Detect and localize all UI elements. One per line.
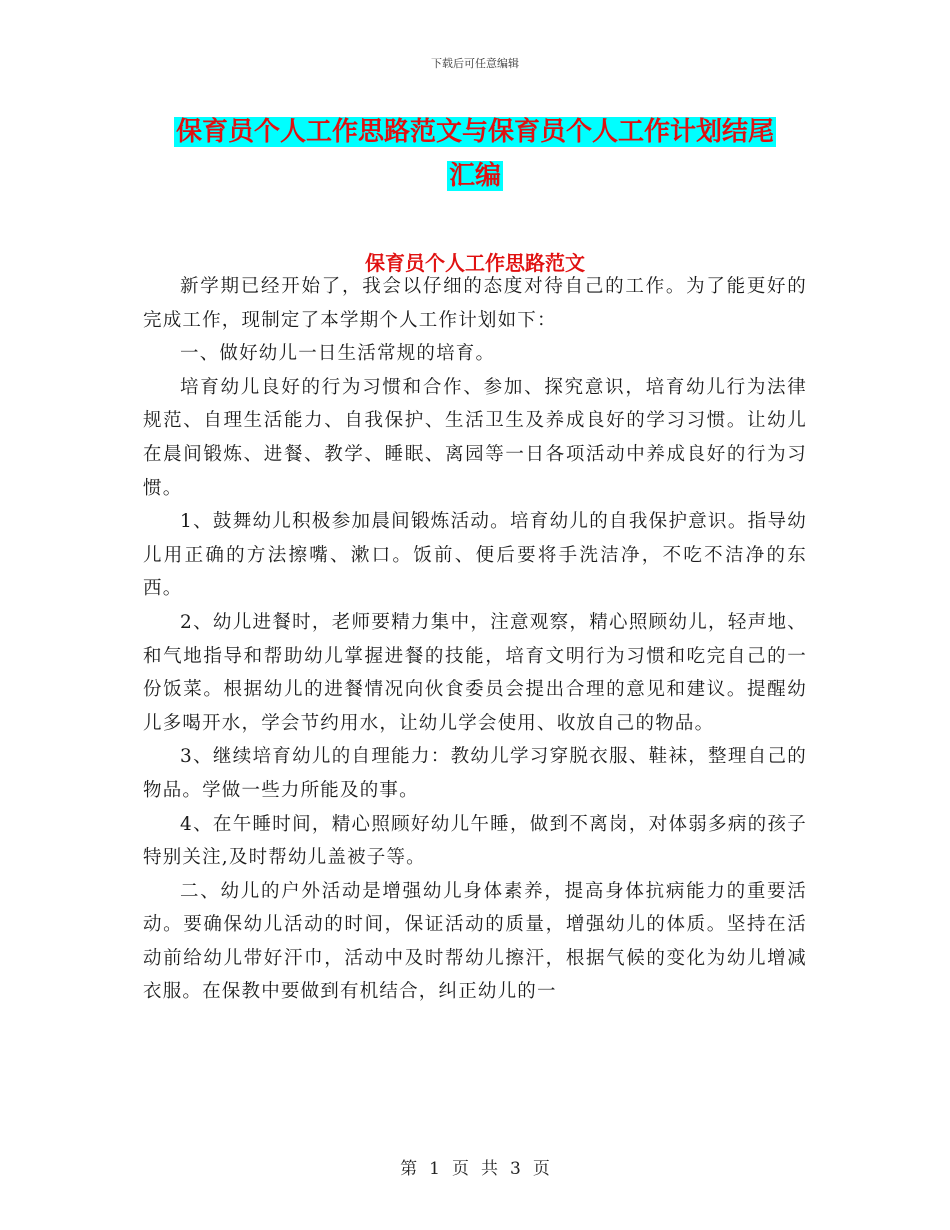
title-line-2: 汇编 — [448, 161, 501, 191]
footer-ye-2: 页 — [532, 1159, 550, 1179]
page-total: 3 — [510, 1159, 521, 1179]
paragraph: 2、幼儿进餐时，老师要精力集中，注意观察，精心照顾幼儿，轻声地、和气地指导和帮助幼儿掌握进餐的技能，培育文明行为习惯和吃完自己的一份饭菜。根据幼儿的进餐情况向伙食委员会提出合理的意见和建议。提醒幼儿多喝开水，学会节约用水，让幼儿学会使用、收放自己的物品。 — [143, 611, 807, 734]
header-note: 下载后可任意编辑 — [431, 57, 519, 70]
paragraph: 4、在午睡时间，精心照顾好幼儿午睡，做到不离岗，对体弱多病的孩子特别关注,及时帮幼儿盖被子等。 — [143, 813, 807, 869]
footer-di: 第 — [400, 1159, 418, 1179]
document-title — [0, 110, 950, 198]
paragraph: 新学期已经开始了，我会以仔细的态度对待自己的工作。为了能更好的完成工作，现制定了本学期个人工作计划如下： — [143, 276, 807, 331]
page-number: 1 — [429, 1159, 440, 1179]
document-body — [143, 270, 807, 1009]
section-title: 保育员个人工作思路范文 — [365, 251, 585, 275]
page-footer — [0, 1154, 950, 1179]
title-line-1: 保育员个人工作思路范文与保育员个人工作计划结尾 — [175, 117, 774, 147]
paragraph: 二、幼儿的户外活动是增强幼儿身体素养，提高身体抗病能力的重要活动。要确保幼儿活动的时间，保证活动的质量，增强幼儿的体质。坚持在活动前给幼儿带好汗巾，活动中及时帮幼儿擦汗，根据气候的变化为幼儿增减衣服。在保教中要做到有机结合，纠正幼儿的一 — [143, 880, 807, 1003]
footer-ye: 页 — [452, 1159, 469, 1179]
paragraph: 一、做好幼儿一日生活常规的培育。 — [180, 343, 496, 365]
paragraph: 1、鼓舞幼儿积极参加晨间锻炼活动。培育幼儿的自我保护意识。指导幼儿用正确的方法擦嘴、漱口。饭前、便后要将手洗洁净，不吃不洁净的东西。 — [143, 511, 807, 600]
paragraph: 培育幼儿良好的行为习惯和合作、参加、探究意识，培育幼儿行为法律规范、自理生活能力、自我保护、生活卫生及养成良好的学习习惯。让幼儿在晨间锻炼、进餐、教学、睡眠、离园等一日各项活动中养成良好的行为习惯。 — [143, 376, 807, 499]
paragraph: 3、继续培育幼儿的自理能力：教幼儿学习穿脱衣服、鞋袜，整理自己的物品。学做一些力所能及的事。 — [143, 746, 807, 801]
footer-gong: 共 — [481, 1159, 498, 1179]
